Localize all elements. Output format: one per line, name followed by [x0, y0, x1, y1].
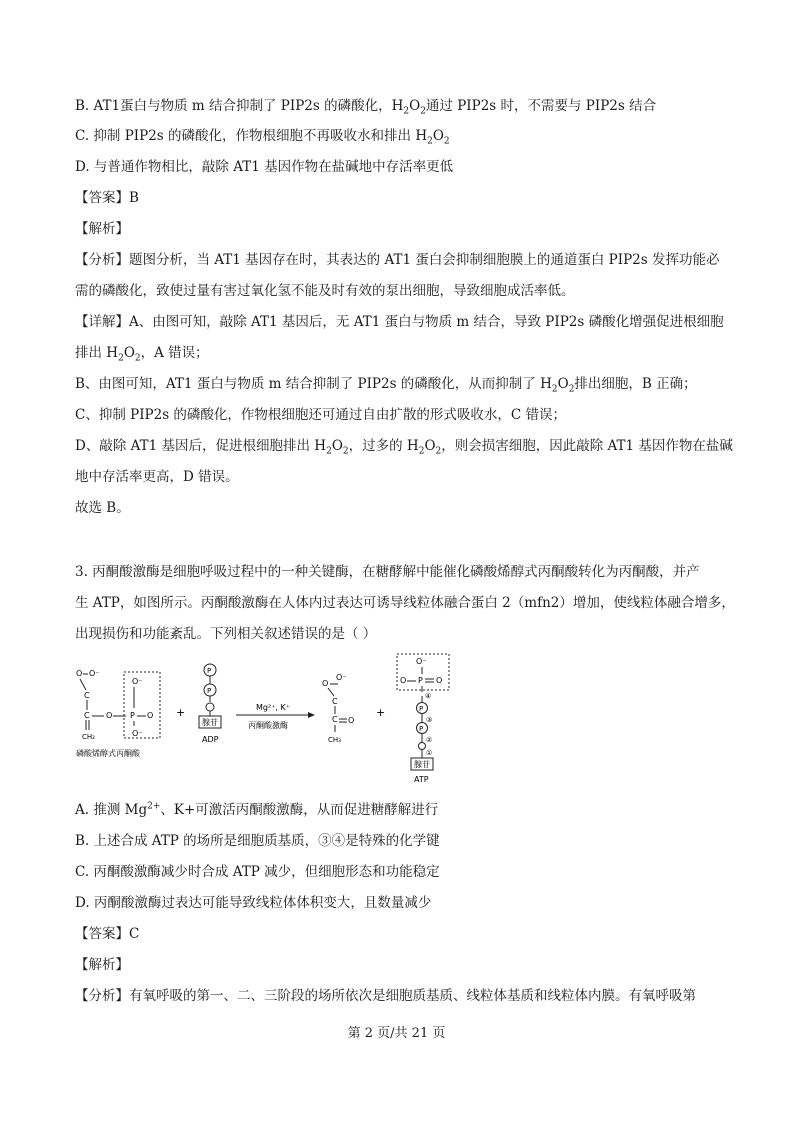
svg-text:③: ③ [426, 716, 433, 724]
atp-label: ATP [414, 775, 429, 784]
svg-text:CH₃: CH₃ [328, 736, 341, 744]
q3-answer: 【答案】C [75, 926, 140, 942]
svg-text:②: ② [426, 736, 433, 744]
q2-detail-a-line1: 【详解】A、由图可知，敲除 AT1 基因后，无 AT1 蛋白与物质 m 结合，导致 PIP2s 磷酸化增强促进根细胞 [75, 314, 724, 330]
svg-text:腺苷: 腺苷 [414, 760, 430, 769]
pep-molecule [76, 669, 160, 758]
svg-text:O⁻: O⁻ [336, 673, 347, 682]
page-footer: 第 2 页/共 21 页 [347, 1026, 446, 1041]
q2-conclusion: 故选 B。 [75, 500, 130, 516]
svg-text:P: P [207, 687, 212, 695]
svg-text:C: C [332, 715, 338, 724]
svg-text:C: C [84, 711, 90, 720]
arrow-conditions: Mg²⁺, K⁺ [256, 703, 290, 712]
q2-detail-b: B、由图可知，AT1 蛋白与物质 m 结合抑制了 PIP2s 的磷酸化，从而抑制了 $H_2O_2$排出细胞，B 正确； [75, 376, 697, 395]
q2-detail-c: C、抑制 PIP2s 的磷酸化，作物根细胞还可通过自由扩散的形式吸收水，C 错误； [75, 407, 567, 423]
pep-label: 磷酸烯醇式丙酮酸 [76, 749, 140, 758]
svg-text:O: O [322, 679, 329, 688]
q3-analysis-line1: 【分析】有氧呼吸的第一、二、三阶段的场所依次是细胞质基质、线粒体基质和线粒体内膜。有氧呼吸第 [75, 988, 696, 1004]
q3-stem-line2: 生 ATP，如图所示。丙酮酸激酶在人体内过表达可诱导线粒体融合蛋白 2（mfn2）增加，使线粒体融合增多， [75, 595, 735, 611]
q2-analysis-line2: 需的磷酸化，致使过量有害过氧化氢不能及时有效的泵出细胞，导致细胞成活率低。 [75, 283, 575, 299]
plus-1: + [176, 706, 186, 719]
svg-text:CH₂: CH₂ [82, 733, 95, 741]
q2-detail-d-line1: D、敲除 AT1 基因后，促进根细胞排出 $H_2O_2$，过多的 $H_2O_2$，则会损害细胞，因此敲除 AT1 基因作物在盐碱 [75, 438, 733, 457]
svg-text:O⁻: O⁻ [416, 657, 427, 666]
svg-text:O: O [348, 716, 355, 725]
svg-text:O⁻: O⁻ [132, 729, 143, 738]
svg-text:P: P [419, 705, 424, 713]
svg-text:P: P [130, 711, 135, 720]
q3-option-d: D. 丙酮酸激酶过表达可能导致线粒体体积变大，且数量减少 [75, 895, 432, 911]
adp-label: ADP [202, 735, 219, 744]
q3-stem-line1: 3. 丙酮酸激酶是细胞呼吸过程中的一种关键酶，在糖酵解中能催化磷酸烯醇式丙酮酸转化为丙酮酸，并产 [75, 564, 700, 580]
enzyme-label: 丙酮酸激酶 [248, 721, 288, 730]
svg-text:O: O [400, 676, 407, 685]
svg-text:P: P [419, 725, 424, 733]
q3-option-c: C. 丙酮酸激酶减少时合成 ATP 减少，但细胞形态和功能稳定 [75, 864, 440, 880]
pyruvate-molecule [322, 673, 354, 744]
q3-option-b: B. 上述合成 ATP 的场所是细胞质基质，③④是特殊的化学键 [75, 833, 440, 849]
q2-option-c: C. 抑制 PIP2s 的磷酸化，作物根细胞不再吸收水和排出 $H_2O_2$ [75, 128, 450, 147]
adp-molecule [199, 664, 221, 744]
svg-text:④: ④ [425, 692, 432, 700]
q2-option-d: D. 与普通作物相比，敲除 AT1 基因作物在盐碱地中存活率更低 [75, 159, 454, 175]
svg-text:O: O [147, 711, 154, 720]
svg-text:C: C [84, 691, 90, 700]
svg-text:O⁻: O⁻ [89, 669, 100, 678]
q2-detail-a-line2: 排出 $H_2O_2$，A 错误； [75, 345, 209, 364]
reaction-diagram [70, 650, 470, 790]
svg-text:O: O [436, 676, 443, 685]
q2-option-b: B. AT1蛋白与物质 m 结合抑制了 PIP2s 的磷酸化，$H_2O_2$通过 PIP2s 时，不需要与 PIP2s 结合 [75, 98, 657, 117]
reaction-arrow [236, 703, 315, 730]
svg-text:P: P [418, 676, 423, 685]
svg-text:O: O [106, 711, 113, 720]
svg-text:O: O [76, 669, 83, 678]
q2-jiexi-heading: 【解析】 [75, 221, 129, 237]
atp-molecule [397, 654, 449, 784]
q2-analysis-line1: 【分析】题图分析，当 AT1 基因存在时，其表达的 AT1 蛋白会抑制细胞膜上的通道蛋白 PIP2s 发挥功能必 [75, 252, 720, 268]
q3-option-a: A. 推测 $Mg^{2+}$、K+可激活丙酮酸激酶，从而促进糖酵解进行 [75, 801, 439, 818]
q2-answer: 【答案】B [75, 190, 139, 206]
q2-detail-d-line2: 地中存活率更高，D 错误。 [75, 469, 239, 485]
plus-2: + [376, 706, 386, 719]
svg-text:P: P [207, 667, 212, 675]
svg-text:腺苷: 腺苷 [202, 718, 218, 727]
svg-text:O⁻: O⁻ [132, 677, 143, 686]
q3-jiexi-heading: 【解析】 [75, 957, 129, 973]
q3-stem-line3: 出现损伤和功能紊乱。下列相关叙述错误的是（ ） [75, 626, 377, 642]
svg-text:C: C [332, 697, 338, 706]
svg-text:①: ① [426, 749, 433, 757]
